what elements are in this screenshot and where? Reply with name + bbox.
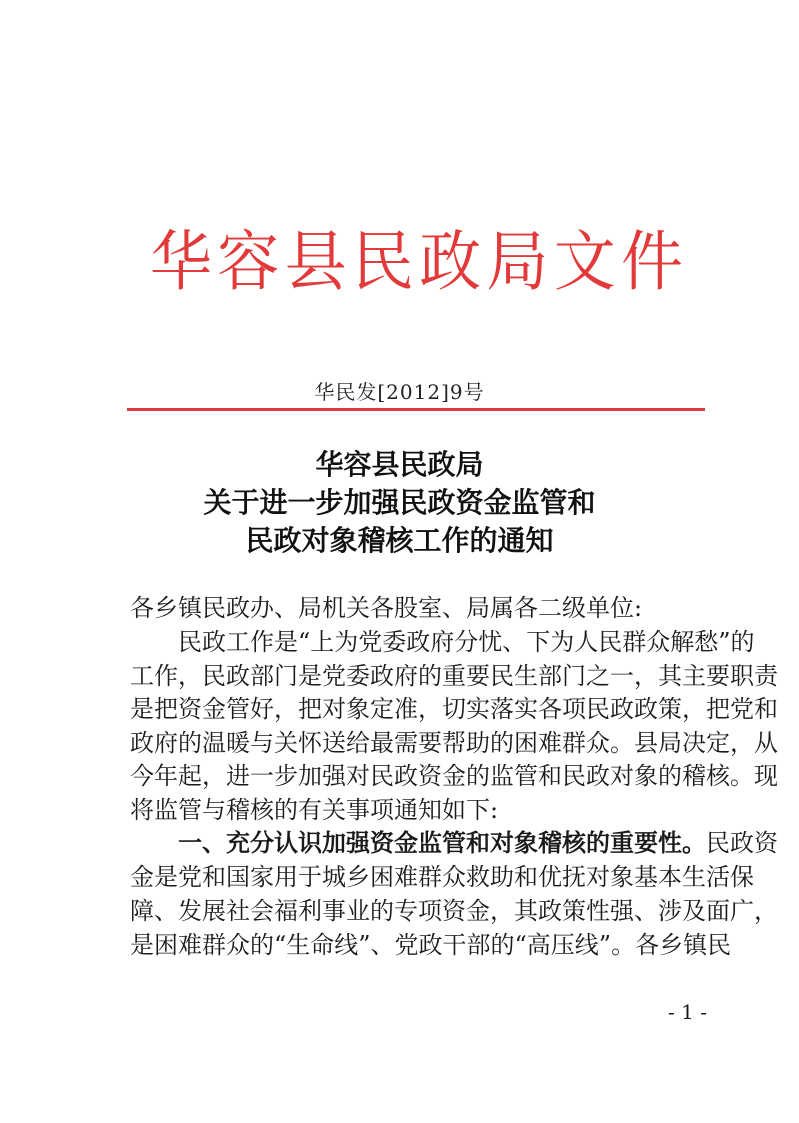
body-line: 是把资金管好，把对象定准，切实落实各项民政政策，把党和 bbox=[130, 695, 778, 723]
body-line: 障、发展社会福利事业的专项资金，其政策性强、涉及面广， bbox=[130, 897, 778, 925]
body-line: 是困难群众的“生命线”、党政干部的“高压线”。各乡镇民 bbox=[130, 931, 732, 959]
body-line: 政府的温暖与关怀送给最需要帮助的困难群众。县局决定，从 bbox=[130, 729, 778, 757]
section-1-heading-line bbox=[178, 827, 778, 859]
salutation: 各乡镇民政办、局机关各股室、局属各二级单位: bbox=[130, 594, 643, 622]
title-line-1: 华容县民政局 bbox=[315, 448, 484, 481]
section-1-heading: 一、充分认识加强资金监管和对象稽核的重要性。 bbox=[178, 828, 706, 857]
title-line-3: 民政对象稽核工作的通知 bbox=[245, 524, 554, 557]
body-line: 金是党和国家用于城乡困难群众救助和优抚对象基本生活保 bbox=[130, 863, 754, 891]
body-line: 民政工作是“上为党委政府分忧、下为人民群众解愁”的 bbox=[178, 628, 755, 656]
section-1-heading-tail: 民政资 bbox=[706, 829, 778, 857]
body-line: 工作，民政部门是党委政府的重要民生部门之一，其主要职责 bbox=[130, 662, 778, 690]
body-line: 今年起，进一步加强对民政资金的监管和民政对象的稽核。现 bbox=[130, 762, 778, 790]
document-number: 华民发[2012]9号 bbox=[314, 380, 485, 404]
page-number: - 1 - bbox=[668, 1000, 707, 1024]
document-header-title: 华容县民政局文件 bbox=[150, 223, 685, 300]
header-divider bbox=[127, 408, 705, 411]
title-line-2: 关于进一步加强民政资金监管和 bbox=[203, 486, 596, 519]
body-line: 将监管与稽核的有关事项通知如下: bbox=[130, 796, 499, 824]
